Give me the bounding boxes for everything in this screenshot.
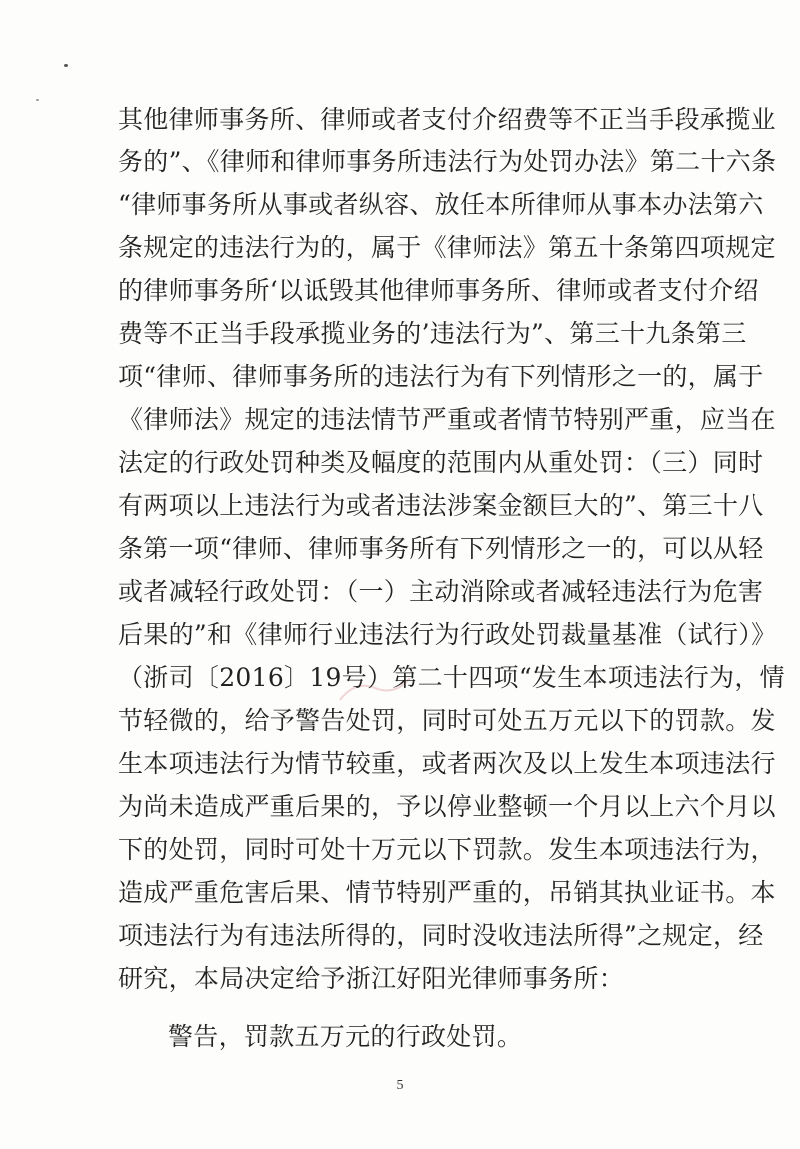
body-line-12: 或者减轻行政处罚：（一）主动消除或者减轻违法行为危害 xyxy=(118,577,764,606)
body-line-15: 节轻微的，给予警告处罚，同时可处五万元以下的罚款。发 xyxy=(118,706,776,735)
page-number: 5 xyxy=(396,1078,404,1093)
body-line-9: 法定的行政处罚种类及幅度的范围内从重处罚：（三）同时 xyxy=(118,448,764,477)
body-line-8: 《律师法》规定的违法情节严重或者情节特别严重，应当在 xyxy=(118,405,776,434)
body-line-17: 为尚未造成严重后果的，予以停业整顿一个月以上六个月以 xyxy=(118,792,776,821)
penalty-decision-line: 警告，罚款五万元的行政处罚。 xyxy=(168,1022,523,1051)
body-line-11: 条第一项“律师、律师事务所有下列情形之一的，可以从轻 xyxy=(118,534,764,563)
body-line-19: 造成严重危害后果、情节特别严重的，吊销其执业证书。本 xyxy=(118,878,776,907)
scan-speck-mark xyxy=(64,64,68,67)
scan-speck-mark xyxy=(36,99,39,101)
body-line-2: 务的”、《律师和律师事务所违法行为处罚办法》第二十六条 xyxy=(118,147,777,176)
body-line-7: 项“律师、律师事务所的违法行为有下列情形之一的，属于 xyxy=(118,362,764,391)
body-line-4: 条规定的违法行为的，属于《律师法》第五十条第四项规定 xyxy=(118,233,776,262)
body-line-5: 的律师事务所‘以诋毁其他律师事务所、律师或者支付介绍 xyxy=(118,276,759,305)
body-line-16: 生本项违法行为情节较重，或者两次及以上发生本项违法行 xyxy=(118,749,776,778)
body-line-6: 费等不正当手段承揽业务的’违法行为”、第三十九条第三 xyxy=(118,319,747,348)
body-line-21: 研究，本局决定给予浙江好阳光律师事务所： xyxy=(118,964,625,993)
body-line-13: 后果的”和《律师行业违法行为行政处罚裁量基准（试行）》 xyxy=(118,620,777,649)
body-line-20: 项违法行为有违法所得的，同时没收违法所得”之规定，经 xyxy=(118,921,764,950)
body-line-18: 下的处罚，同时可处十万元以下罚款。发生本项违法行为， xyxy=(118,835,776,864)
body-line-1: 其他律师事务所、律师或者支付介绍费等不正当手段承揽业 xyxy=(118,105,776,134)
body-line-14: （浙司〔2016〕19号）第二十四项“发生本项违法行为，情 xyxy=(118,663,785,692)
body-line-3: “律师事务所从事或者纵容、放任本所律师从事本办法第六 xyxy=(118,190,764,219)
body-line-10: 有两项以上违法行为或者违法涉案金额巨大的”、第三十八 xyxy=(118,491,764,520)
